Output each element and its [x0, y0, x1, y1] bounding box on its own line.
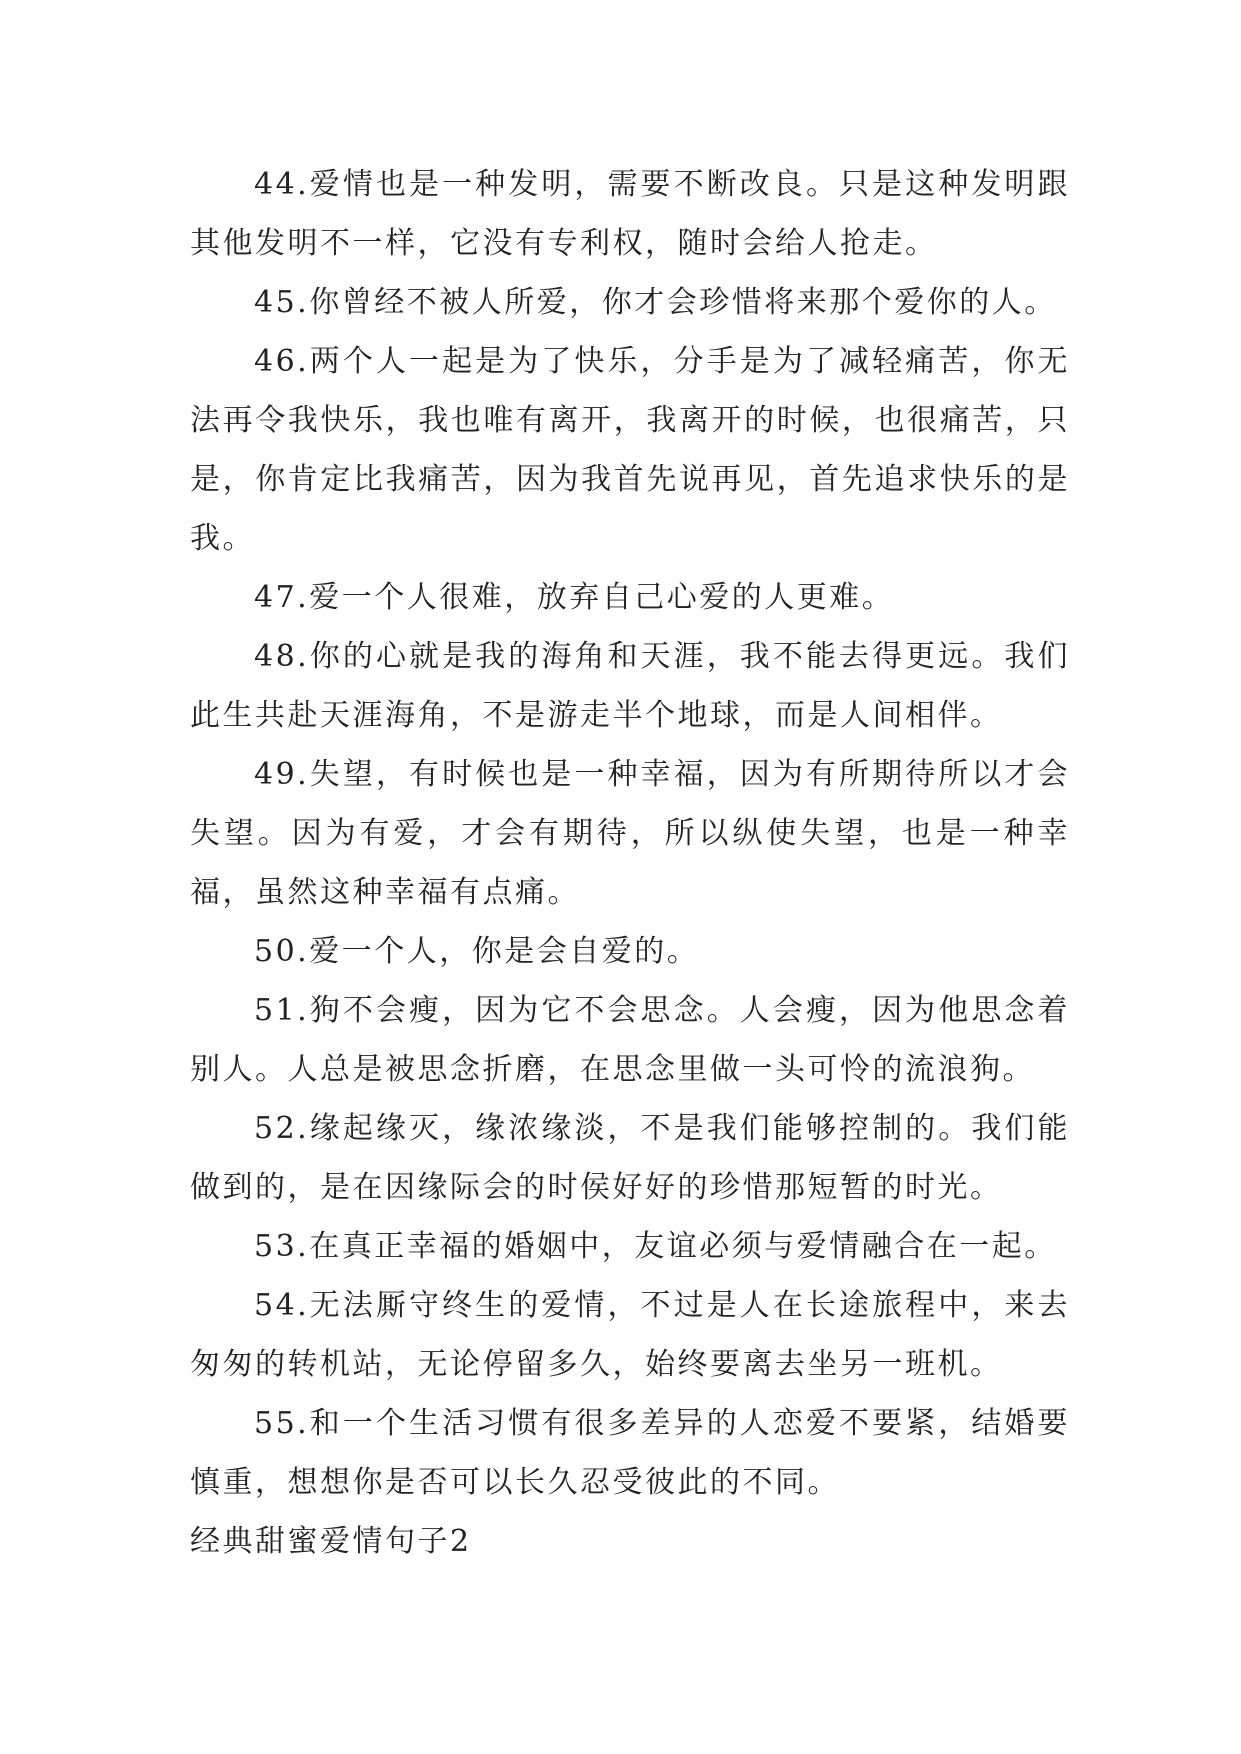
document-body — [190, 155, 1070, 1571]
quote-paragraph-45: 45.你曾经不被人所爱，你才会珍惜将来那个爱你的人。 — [254, 285, 1057, 320]
quote-paragraph-44: 44.爱情也是一种发明，需要不断改良。只是这种发明跟其他发明不一样，它没有专利权，随时会给人抢走。 — [190, 167, 1070, 261]
quote-paragraph-50: 50.爱一个人，你是会自爱的。 — [254, 934, 700, 969]
quote-paragraph-49: 49.失望，有时候也是一种幸福，因为有所期待所以才会失望。因为有爱，才会有期待，所以纵使失望，也是一种幸福，虽然这种幸福有点痛。 — [190, 757, 1070, 910]
quote-paragraph-51: 51.狗不会瘦，因为它不会思念。人会瘦，因为他思念着别人。人总是被思念折磨，在思念里做一头可怜的流浪狗。 — [190, 993, 1070, 1087]
quote-paragraph-53: 53.在真正幸福的婚姻中，友谊必须与爱情融合在一起。 — [254, 1229, 1057, 1264]
section-heading: 经典甜蜜爱情句子2 — [190, 1524, 472, 1559]
quote-paragraph-48: 48.你的心就是我的海角和天涯，我不能去得更远。我们此生共赴天涯海角，不是游走半个地球，而是人间相伴。 — [190, 639, 1070, 733]
quote-paragraph-54: 54.无法厮守终生的爱情，不过是人在长途旅程中，来去匆匆的转机站，无论停留多久，始终要离去坐另一班机。 — [190, 1288, 1070, 1382]
quote-paragraph-46: 46.两个人一起是为了快乐，分手是为了减轻痛苦，你无法再令我快乐，我也唯有离开，我离开的时候，也很痛苦，只是，你肯定比我痛苦，因为我首先说再见，首先追求快乐的是我。 — [190, 344, 1070, 556]
quote-paragraph-52: 52.缘起缘灭，缘浓缘淡，不是我们能够控制的。我们能做到的，是在因缘际会的时侯好好的珍惜那短暂的时光。 — [190, 1111, 1070, 1205]
quote-paragraph-55: 55.和一个生活习惯有很多差异的人恋爱不要紧，结婚要慎重，想想你是否可以长久忍受彼此的不同。 — [190, 1406, 1070, 1500]
quote-paragraph-47: 47.爱一个人很难，放弃自己心爱的人更难。 — [254, 580, 895, 615]
